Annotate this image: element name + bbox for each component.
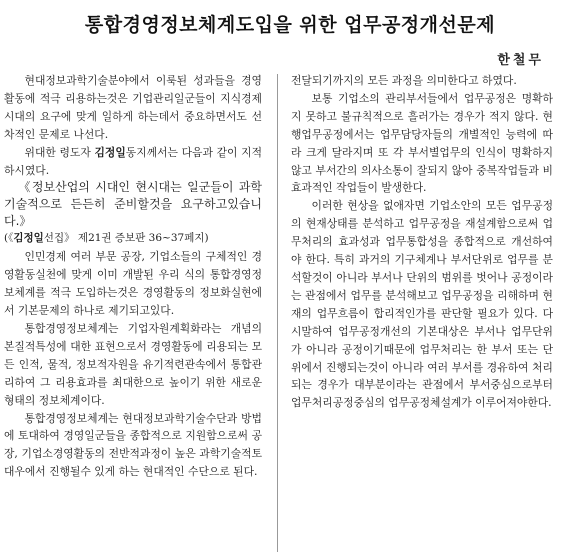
left-column bbox=[4, 72, 262, 481]
paragraph-r1: 전달되기까지의 모든 과정을 의미한다고 하였다. bbox=[291, 74, 517, 87]
author-name: 한철무 bbox=[497, 53, 544, 68]
paragraph-r3: 이러한 현상을 없애자면 기업소안의 모든 업무공정의 현재상태를 분석하고 업무공정을 재설계함으로써 업무처리의 효과성과 업무통합성을 종합적으로 개선하여야 한다. 특히 과거의 기구체계나 부서단위로 업무를 분석할것이 아니라 부서나 단위의 범위를 벗어나 공정이라는 관점에서 업무를 분석해보고 업무공정을 리해하며 현재의 업무흐름이 합리적인가를 판단할 필요가 있다. 다시말하여 업무공정개선의 기본대상은 부서나 업무단위가 아니라 공정이기때문에 업무처리는 한 부서 또는 단위에서 진행되는것이 아니라 여러 부서를 경유하여 처리되는 경우가 대부분이라는 관점에서 부서중심으로부터 업무처리공정중심의 업무공정체설계가 이루어져야한다. bbox=[291, 199, 553, 410]
paragraph-1: 현대정보과학기술분야에서 이룩된 성과들을 경영활동에 적극 리용하는것은 기업관리일군들이 지식경제시대의 요구에 맞게 일하게 하는데서 중요하면서도 선차적인 문제로 나선다. bbox=[4, 74, 262, 141]
right-column bbox=[291, 72, 553, 412]
quote-src-name: 김정일 bbox=[13, 232, 44, 245]
leader-name: 김정일 bbox=[94, 145, 126, 159]
article-title: 통합경영정보체계도입을 위한 업무공정개선문제 bbox=[84, 14, 496, 36]
paragraph-r2: 보통 기업소의 관리부서들에서 업무공정은 명확하지 못하고 불규칙적으로 흘러가는 경우가 적지 않다. 현행업무공정에서는 업무담당자들의 개별적인 능력에 따라 크게 달라지며 또 각 부서별업무의 인식이 명확하지 않고 부서간의 의사소통이 잘되지 않아 중복작업들과 비효과적인 작업들이 발생한다. bbox=[291, 91, 553, 195]
paragraph-2-pre: 위대한 령도자 bbox=[24, 145, 95, 159]
paragraph-3: 인민경제 여러 부문 공장, 기업소들의 구체적인 경영활동실천에 맞게 이미 개발된 우리 식의 통합경영정보체계를 적극 도입하는것은 경영활동의 정보화실현에서 기본문제의 하나로 제기되고있다. bbox=[4, 250, 262, 318]
paragraph-5: 통합경영정보체계는 현대정보과학기술수단과 방법에 토대하여 경영일군들을 종합적으로 지원함으로써 공장, 기업소경영활동의 전반적과정이 높은 과학기술적토대우에서 진행될수 있게 하는 현대적인 수단으로 된다. bbox=[4, 411, 262, 479]
paragraph-2 bbox=[4, 144, 262, 180]
column-divider bbox=[277, 74, 278, 552]
quote-src-post: 선집》 제21권 증보판 36~37페지) bbox=[43, 232, 209, 245]
quote-src-pre: (《 bbox=[4, 232, 14, 245]
paragraph-2-post: 동지께서는 다음과 같이 지적하시였다. bbox=[4, 145, 263, 177]
quotation: 《정보산업의 시대인 현시대는 일군들이 과학기술적으로 든든히 준비할것을 요구하고있습니다.》 bbox=[4, 180, 262, 229]
paragraph-4: 통합경영정보체계는 기업자원계획화라는 개념의 본질적특성에 대한 표현으로서 경영활동에 리용되는 모든 인적, 물적, 정보적자원을 유기적련관속에서 통합관리하여 그 리용효과를 최대한으로 높이기 위한 새로운 형태의 정보체계이다. bbox=[4, 321, 262, 407]
quotation-source bbox=[4, 230, 262, 248]
